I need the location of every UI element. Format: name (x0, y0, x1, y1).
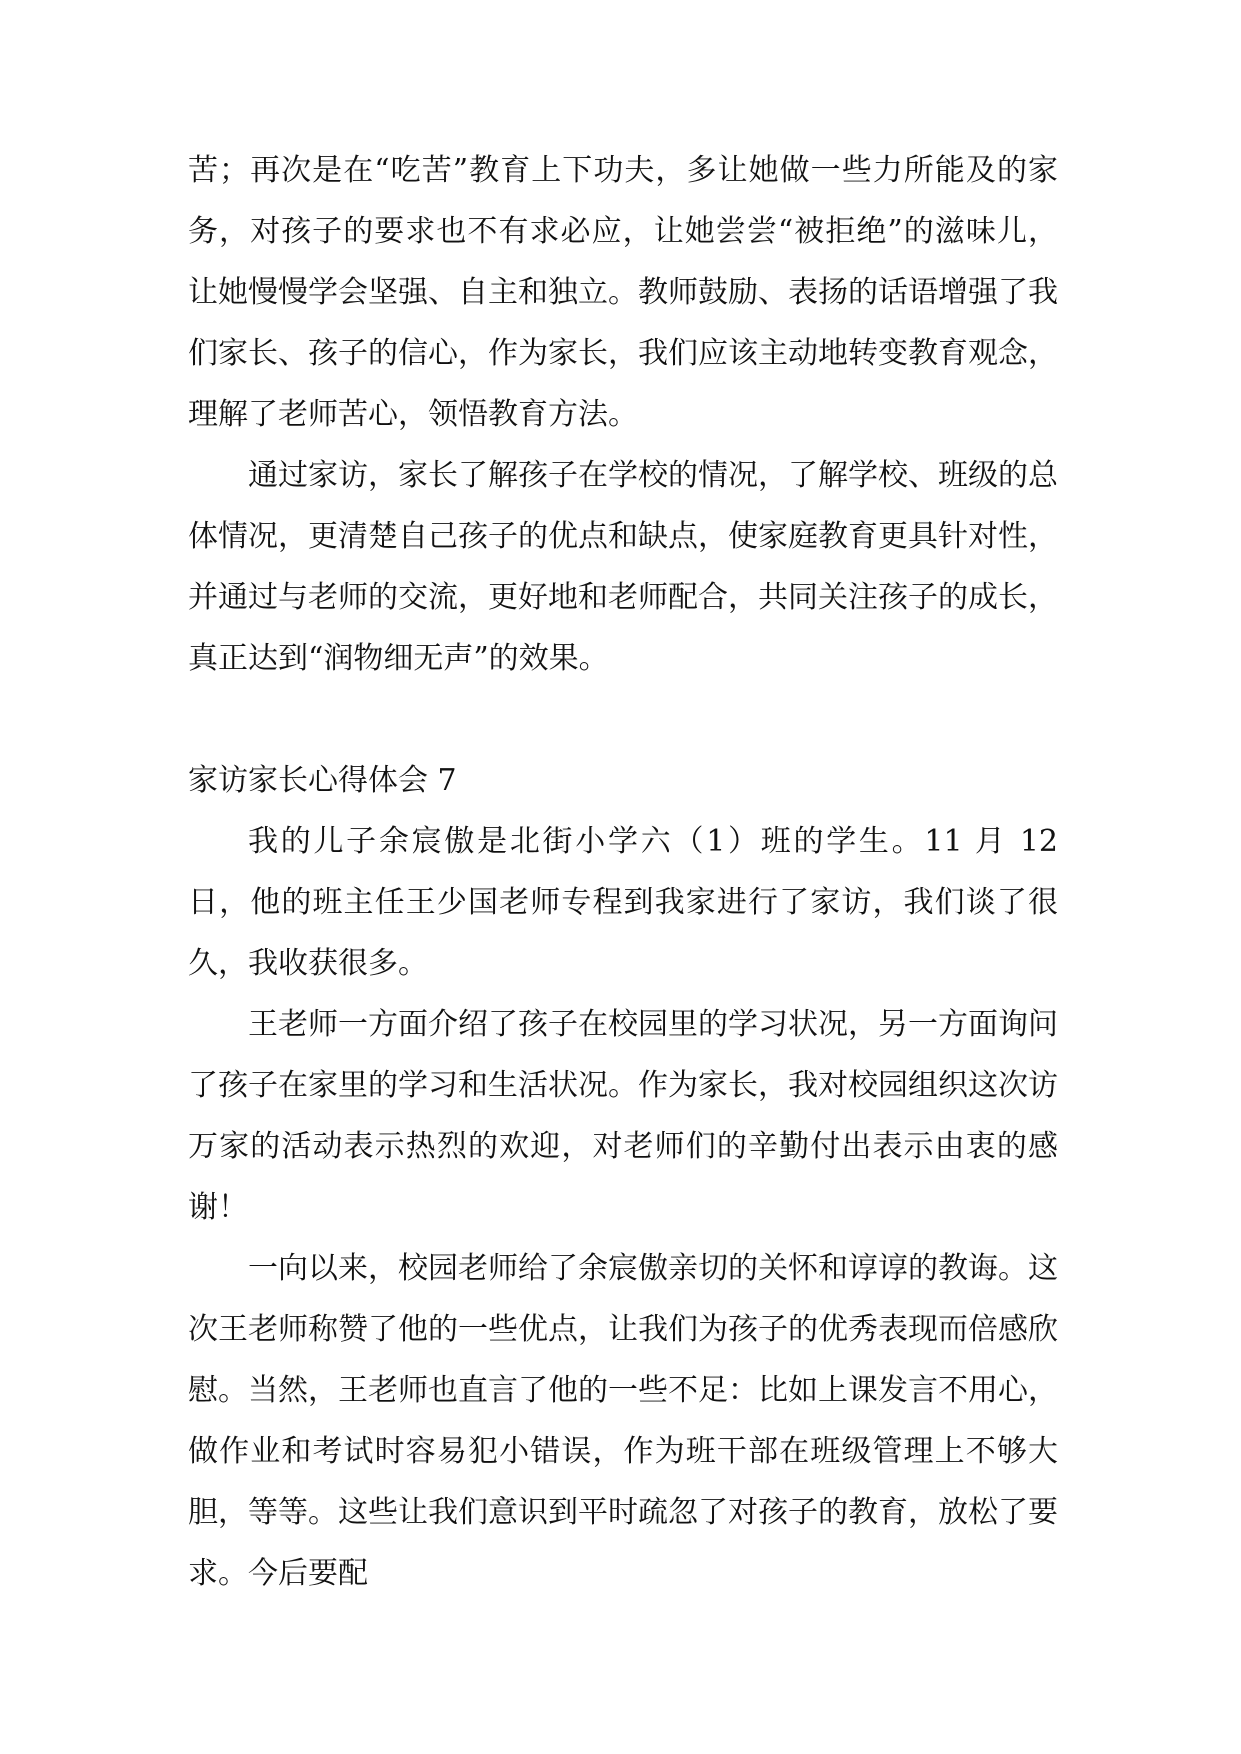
paragraph-home-visit-summary: 通过家访，家长了解孩子在学校的情况，了解学校、班级的总体情况，更清楚自己孩子的优点和缺点，使家庭教育更具针对性，并通过与老师的交流，更好地和老师配合，共同关注孩子的成长，真正达到“润物细无声”的效果。 (188, 458, 1058, 676)
paragraph-feedback: 一向以来，校园老师给了余宸傲亲切的关怀和谆谆的教诲。这次王老师称赞了他的一些优点，让我们为孩子的优秀表现而倍感欣慰。当然，王老师也直言了他的一些不足：比如上课发言不用心，做作业和考试时容易犯小错误，作为班干部在班级管理上不够大胆，等等。这些让我们意识到平时疏忽了对孩子的教育，放松了要求。今后要配 (188, 1251, 1058, 1591)
paragraph-continued: 苦；再次是在“吃苦”教育上下功夫，多让她做一些力所能及的家务，对孩子的要求也不有求必应，让她尝尝“被拒绝”的滋味儿，让她慢慢学会坚强、自主和独立。教师鼓励、表扬的话语增强了我们家长、孩子的信心，作为家长，我们应该主动地转变教育观念，理解了老师苦心，领悟教育方法。 (188, 153, 1058, 432)
section-title: 家访家长心得体会 7 (188, 763, 457, 798)
paragraph-teacher-visit: 王老师一方面介绍了孩子在校园里的学习状况，另一方面询问了孩子在家里的学习和生活状况。作为家长，我对校园组织这次访万家的活动表示热烈的欢迎，对老师们的辛勤付出表示由衷的感谢！ (188, 1007, 1058, 1225)
paragraph-intro: 我的儿子余宸傲是北街小学六（1）班的学生。11 月 12 日，他的班主任王少国老师专程到我家进行了家访，我们谈了很久，我收获很多。 (188, 824, 1058, 981)
document-page (188, 140, 1058, 1604)
